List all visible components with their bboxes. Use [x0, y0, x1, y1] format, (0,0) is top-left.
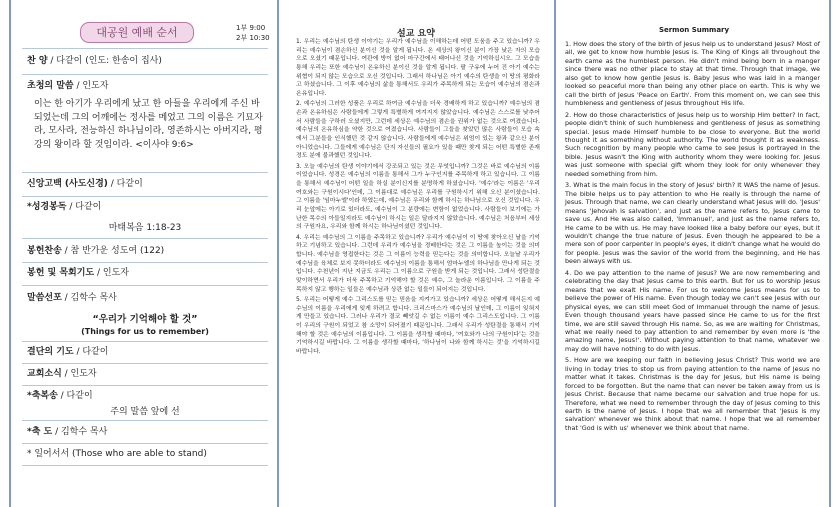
scripture-reference: 마태복음 1:18-23 — [108, 223, 182, 233]
order-label: 찬 양 — [27, 56, 48, 66]
summary-paragraph-5: 5. 우리는 어떻게 예수 그리스도를 믿는 믿음을 지켜가고 있습니까? 세상은 어떻게 해서든지 예수님의 이름을 우리에게 잊게 하려고 합니다. 크리스마스가 예수님의 날인데, 그 이름이 잊혀지게 만들고 있습니다. 그러나 우리가 결코 빼앗길 수 없는 이름이 예수 그리스도입니다. 그 이름이 우리의 구원이 되었고 참 소망이 되어졌기 때문입니다. 그래서 우리가 성탄절을 통해서 기억해야 할 것은 예수님의 이름입니다. 그 이름을 생각할 때마다, '여호와가 나의 구원이다'는 것을 기억하시길 바랍니다. 그 이름을 생각할 때마다, '하나님이 나와 함께 하시는 것'을 기억하시길 바랍니다. — [296, 297, 540, 355]
order-item-offering-prayer — [27, 267, 269, 279]
english-summary-title: Sermon Summary — [658, 26, 730, 34]
order-label: 교회소식 — [27, 369, 62, 379]
order-item-commitment-prayer — [27, 346, 269, 358]
korean-summary-body — [296, 38, 540, 359]
english-sermon-summary-panel — [560, 0, 828, 507]
order-label: 초청의 말씀 — [27, 81, 74, 91]
order-label: 말씀선포 — [27, 293, 62, 303]
summary-paragraph-5: 5. How are we keeping our faith in believing Jesus Christ? This world we are living in today tries to stop us from paying attention to the name of Jesus no matter what it takes. Christmas is the day for Jesus, but His name is being forced to be forgotten. But the name that can never be taken away from us is Jesus Christ. Because that name became our salvation and true hope for us. Therefore, what we need to remember through the day of Jesus coming to this earth is the name of Jesus. I hope that we all remember that 'Jesus is my salvation' whenever we think about that name. I hope that we all remember that 'God is with us' whenever we think about that name. — [565, 356, 820, 432]
order-item-offering-hymn — [27, 245, 269, 257]
summary-paragraph-2: 2. How do those characteristics of Jesus help us to worship Him better? In fact, people didn't think of such humbleness and gentleness of Jesus as something special. Jesus made Himself humble to be close to everyone. But the world thought it as something without authority. The world thought it as weakness. Such recognition by many people who came to see Jesus is portrayed in the bible. Jesus wasn't the King with authority whom they were looking for. Jesus was just someone with special gift whom they look for only whenever they needed something from him. — [565, 110, 820, 178]
order-value: / 다같이 — [73, 347, 109, 357]
order-label: *성경봉독 — [27, 202, 67, 212]
order-item-blessing-song — [27, 390, 269, 402]
invitation-scripture-text: 이는 한 아기가 우리에게 났고 한 아들을 우리에게 주신 바 되었는데 그의 어깨에는 정사를 메었고 그의 이름은 기묘자라, 모사라, 전능하신 하나님이라, 영존하시는 아버지라, 평강의 왕이라 할 것임이라. <이사야 9:6> — [34, 99, 263, 150]
order-value: / 인도자 — [61, 369, 97, 379]
divider-line — [22, 363, 268, 364]
divider-line — [22, 420, 268, 421]
order-value: / 참 반가운 성도여 (122) — [61, 246, 165, 256]
order-label: *축복송 — [27, 391, 58, 401]
order-label: 신앙고백 (사도신경) — [27, 179, 108, 189]
service-time-2: 2부 10:30 — [236, 34, 270, 42]
order-of-worship-panel — [0, 0, 276, 507]
summary-paragraph-1: 1. How does the story of the birth of Jesus help us to understand Jesus? Most of all, we get to know how humble Jesus is. The King of Kings all throughout the earth came as the humblest person. He didn't mind being born in a manger since there was no other place to stay at that time. Through that image, we also get to know how gentle Jesus is. Baby Jesus who was laid in a manger looked so peaceful more than being any other place on earth. This is why we call the birth of Jesus 'Peace on Earth'. From this moment on, we can see this humbleness and gentleness of Jesus throughout His life. — [565, 40, 820, 108]
divider-2 — [554, 0, 556, 507]
summary-paragraph-4: 4. Do we pay attention to the name of Jesus? We are now remembering and celebrating the day that Jesus came to this earth. But for us to worship Jesus means that we exalt His name. For us to welcome Jesus means for us to believe the power of His name. Even though today we can't see Jesus with our physical eyes, we can still meet God of Immanuel through the name of Jesus. Even though thousand years have passed since He came to us for the first time, we are still saved through His name. So, as we are waiting for Christmas, what we really need to pay attention to and remember by even more is 'the amazing name, Jesus!'. Without paying attention to that name, whatever we may do will have nothing to do with Jesus. — [565, 268, 820, 353]
korean-sermon-summary-panel — [290, 0, 542, 507]
summary-paragraph-3: 3. What is the main focus in the story of Jesus' birth? It WAS the name of Jesus. The bible helps us to pay attention to who He really is through the name of Jesus. Through that name, we can clearly understand what Jesus will do. 'Jesus' means 'Jehovah is salvation', and just as the name refers to, Jesus came to save us. And He was also called, 'Immanuel', and just as the name refers to, He came to be with us. He may have looked like a baby before our eyes, but it wouldn't change the true nature of Jesus. Even though he appeared to be a mere son of poor carpenter in people's eyes, it didn't change what he would do for people. Jesus was the savior of the world from the beginning, and He has been always with us. — [565, 181, 820, 266]
order-value: / 인도자 — [73, 81, 109, 91]
divider-line — [22, 238, 268, 239]
divider-line — [22, 172, 268, 173]
order-item-praise — [27, 55, 269, 67]
divider-line — [22, 341, 268, 342]
order-item-benediction — [27, 426, 269, 438]
order-label: 봉헌 및 목회기도 — [27, 268, 95, 278]
blessing-song-note: 주의 말씀 앞에 선 — [110, 407, 180, 417]
summary-paragraph-1: 1. 우리는 예수님의 탄생 이야기는 우리가 예수님을 이해하는데 어떤 도움을 주고 있습니까? 우리는 예수님이 겸손하신 분이신 것을 알게 됩니다. 온 세상의 왕이신 분이 가장 낮은 자의 모습으로 오셨기 때문입니다. 여관에 방이 없어 마구간에서 태어나신 것을 기억하십시오. 그 모습을 통해 우리는 또한 예수님이 온유하신 분이신 것을 알게 됩니다. 팔 구유에 누어 진 아기 예수는 위협이 되지 않는 모습으로 오신 것입니다. 그래서 하나님은 아기 예수의 탄생을 이 땅의 평화라고 하셨습니다. 그 이후 예수님의 삶을 통해서도 우리가 주목하게 되는 모습이 예수님의 겸손과 온유입니다. — [296, 39, 540, 97]
divider-line — [22, 262, 268, 263]
order-item-scripture — [27, 201, 269, 213]
order-item-sermon — [27, 292, 269, 304]
service-time-1: 1부 9:00 — [236, 24, 266, 32]
divider-line — [22, 48, 268, 49]
worship-order-title: 대공원 예배 순서 — [80, 22, 194, 43]
sermon-title-korean: “우리가 기억해야 할 것” — [92, 314, 198, 325]
service-times — [236, 23, 270, 43]
order-value: / 다같이 (인도: 한송이 집사) — [47, 56, 162, 66]
divider-line — [22, 385, 268, 386]
order-label: 봉헌찬송 — [27, 246, 62, 256]
divider-line — [22, 285, 268, 286]
summary-paragraph-4: 4. 우리는 예수님의 그 이름을 주목하고 있습니까? 우리가 예수님이 이 땅에 찾아오신 날을 기억하고 기념하고 있습니다. 그런데 우리가 예수님을 경배한다는 것은 그 이름을 높이는 것을 의미합니다. 예수님을 영접한다는 것은 그 이름이 능력을 믿는다는 것을 의미합니다. 오늘날 우리가 예수님을 육체로 보지 못하더라도 예수님의 이름을 통해서 엄마누엘의 하나님을 만나게 되는 것입니다. 수천년이 지난 지금도 우리는 그 이름으로 구원을 받게 되는 것입니다. 그래서 성탄절을 맞이하면서 우리가 더욱 주목하고 기억해야 할 것은 예수, 그 놀라운 이름입니다. 그 이름을 주목하지 않고 행하는 일들은 예수님과 상관 없는 일들이 되어지는 것입니다. — [296, 234, 540, 293]
order-label: *축 도 — [27, 427, 53, 437]
divider-line — [22, 74, 268, 75]
summary-paragraph-3: 3. 오늘 예수님의 탄생 이야기에서 강조되고 있는 것은 무엇입니까? 그것은 바로 예수님의 이름이었습니다. 성경은 예수님의 이름을 통해서 그가 누구인지를 주목하게 하고 있습니다. 그 이름을 통해서 예수님이 어떤 일을 하실 분이신지를 분명하게 하셨습니다. '예수'라는 이름은 '우리 여호와는 구원이시다'인데, 그 이름대로 예수님은 우리를 구원하시기 위해 오신 분이셨습니다. 그 이름을 '임마누엘'이라 하였는데, 예수님은 우리와 함께 하시는 하나님으로 오신 것입니다. 우리 눈앞에는 아기로 있더라도, 예수님이 그 분량에는 변함이 없었습니다. 사람들이 보기에는 가난한 목수의 아들일지라도 예수님이 하시는 일은 달라지지 않았습니다. 예수님은 처음부터 세상의 구원자요, 우리와 함께 하시는 하나님이셨던 것입니다. — [296, 163, 540, 231]
order-value: / 다같이 — [57, 391, 93, 401]
order-value: / 다같이 — [66, 202, 102, 212]
summary-paragraph-2: 2. 예수님의 그러한 성품은 우리로 하여금 예수님을 더욱 경배하게 하고 있습니까? 예수님의 겸손과 온유하심은 사람들에게 그렇게 특별하게 여겨지지 않았습니다. 예수님은 스스로를 낮추어서 사람들을 구하러 오셨지만, 그런데 세상은 예수님의 겸손을 권위가 없는 것으로 여겼습니다. 예수님의 온유하심을 약한 것으로 여겼습니다. 사람들이 그들을 찾았던 많은 사람들이 모습 속에서 그분들을 인식했던 것 같지 않습니다. 사람들에게 예수님은 위엄이 있는 왕과 같으신 분이 아니었습니다. 그들에게 예수님은 단지 자신들의 필요가 있을 때만 찾게 되는 어떤 특별한 존재 정도 분에 불과했던 것입니다. — [296, 101, 540, 160]
divider-line — [22, 196, 268, 197]
order-value: / 김학수 목사 — [52, 427, 108, 437]
divider-1 — [277, 0, 279, 507]
order-item-creed — [27, 178, 269, 190]
stand-footnote: * 일어서서 (Those who are able to stand) — [27, 449, 207, 459]
divider-line — [22, 465, 268, 466]
order-value: / 인도자 — [94, 268, 129, 278]
korean-summary-title: 설교 요약 — [397, 29, 435, 39]
order-item-invitation — [27, 80, 269, 92]
english-summary-body — [565, 40, 820, 435]
order-item-announcements — [27, 368, 269, 380]
order-value: / 김학수 목사 — [61, 293, 117, 303]
right-divider — [829, 0, 831, 507]
order-label: 결단의 기도 — [27, 347, 74, 357]
order-value: / 다같이 — [107, 179, 143, 189]
divider-line — [22, 443, 268, 444]
sermon-title-english: (Things for us to remember) — [81, 327, 209, 336]
